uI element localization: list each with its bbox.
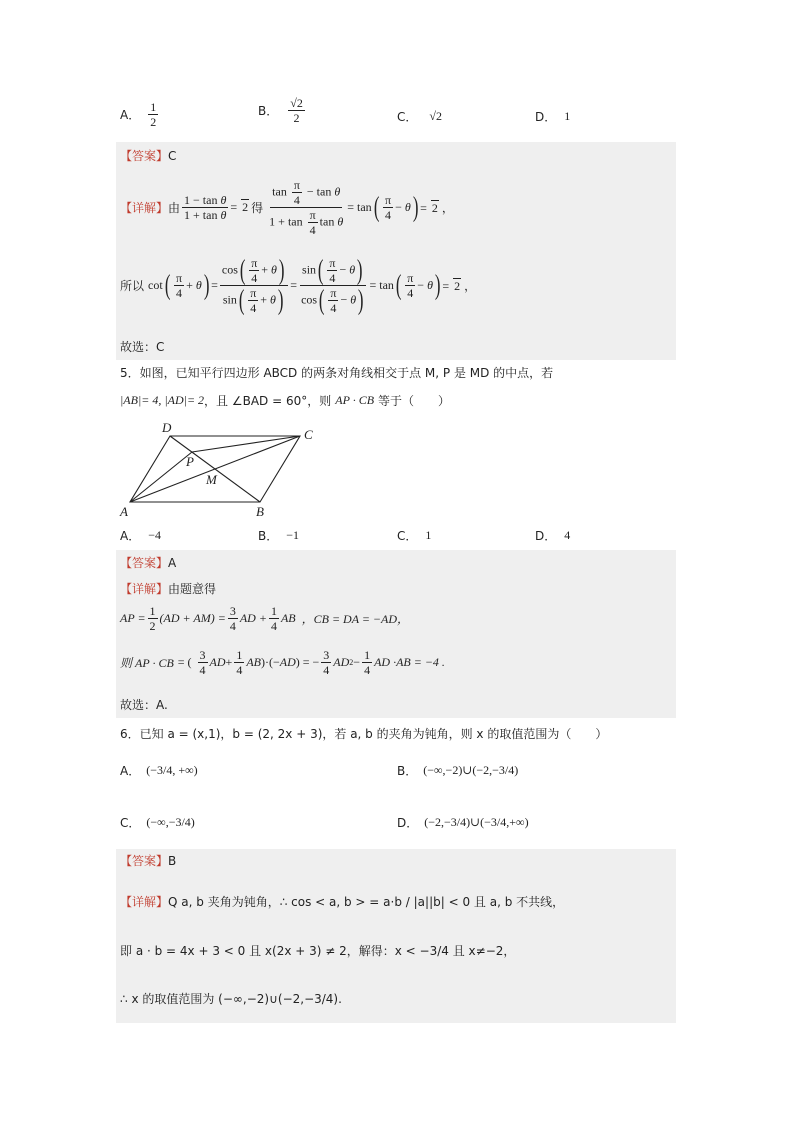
q5-detail-line-ap: AP = $\frac{1}{2}$ (AD + AM) = $\frac{3}{4}$ AD + $\frac{1}{4}$ AB ，CB = DA = −AD， xyxy=(120,604,410,633)
q5-option-a: A． −4 xyxy=(120,528,161,543)
q4-option-a: A． $\frac{1}{2}$ xyxy=(120,100,157,129)
q4-answer: 【答案】 C xyxy=(120,148,177,163)
segment-ap xyxy=(130,452,192,502)
q6-answer: 【答案】 B xyxy=(120,853,177,868)
q5-detail-line-then: 则 AP · CB = ( $\frac{3}{4}$ AD + $\frac{1}{4}$ AB )·(−AD) = − $\frac{3}{4}$ AD 2 − $\frac{1}{4}$ AD ·AB = −4 . xyxy=(120,648,445,677)
label-b: B xyxy=(256,504,264,519)
q5-solution-box xyxy=(116,550,676,718)
q4-option-b: B． $\frac{√2}{2}$ xyxy=(258,96,303,125)
label-m: M xyxy=(206,472,217,487)
q6-detail-line2: 即 a · b = 4x + 3 < 0 且 x(2x + 3) ≠ 2，解得：x < −3/4 且 x≠−2， xyxy=(120,944,516,958)
q5-conclusion: 故选：A. xyxy=(120,698,168,712)
q5-option-d: D． 4 xyxy=(535,528,571,543)
parallelogram-figure xyxy=(118,418,318,520)
q5-option-c: C． 1 xyxy=(397,528,432,543)
q6-detail-line3: ∴ x 的取值范围为 (−∞,−2)∪(−2,−3/4). xyxy=(120,992,342,1006)
q6-stem: 6．已知 a = (x,1)，b = (2, 2x + 3)，若 a, b 的夹角为钝角，则 x 的取值范围为（ ） xyxy=(120,727,608,741)
q5-stem-line2: |AB|= 4, |AD|= 2 ，且 ∠BAD = 60°，则 AP · CB 等于（ ） xyxy=(120,393,451,408)
q4-solution-box xyxy=(116,142,676,360)
label-d: D xyxy=(162,420,172,435)
q6-detail-line1: 【详解】 Q a, b 夹角为钝角，∴ cos < a, b > = a·b / |a||b| < 0 且 a, b 不共线， xyxy=(120,895,565,909)
q4-option-d: D． 1 xyxy=(535,109,571,124)
label-a: A xyxy=(120,504,128,519)
q4-detail-line1: 【详解】 由 $\frac{\text{1 − tan θ}}{\text{1 + tan θ}}$ = 2 得 tan $\frac{\pi}{4}$ − tan θ 1 + tan $\frac{\pi}{4}$ tan θ = tan ( $\frac{\pi}{4}$ − θ ) = 2 ， xyxy=(120,178,454,237)
q4-detail-line2: 所以 cot ( $\frac{\pi}{4}$ + θ ) = cos( $\frac{\pi}{4}$ + θ) sin( $\frac{\pi}{4}$ + θ) = sin( $\frac{\pi}{4}$ − θ) cos( $\frac{\pi}{4}$ − θ) = tan ( $\frac{\pi}{4}$ − θ ) = 2 ， xyxy=(120,254,477,316)
q6-option-d: D． (−2,−3/4)∪(−3/4,+∞) xyxy=(397,815,529,830)
q6-option-b: B． (−∞,−2)∪(−2,−3/4) xyxy=(397,763,519,778)
segment-pc xyxy=(192,436,300,452)
q4-option-c: C． √2 xyxy=(397,109,442,124)
label-c: C xyxy=(304,427,313,442)
q5-detail-label: 【详解】 由题意得 xyxy=(120,582,217,596)
q6-option-c: C． (−∞,−3/4) xyxy=(120,815,195,830)
q5-answer: 【答案】 A xyxy=(120,555,177,570)
diagonal-bd xyxy=(170,436,260,502)
q5-option-b: B． −1 xyxy=(258,528,300,543)
label-p: P xyxy=(186,454,194,469)
q5-stem-line1: 5．如图，已知平行四边形 ABCD 的两条对角线相交于点 M, P 是 MD 的中点，若 xyxy=(120,366,554,380)
q6-option-a: A． (−3/4, +∞) xyxy=(120,763,198,778)
q4-conclusion: 故选：C xyxy=(120,340,165,354)
